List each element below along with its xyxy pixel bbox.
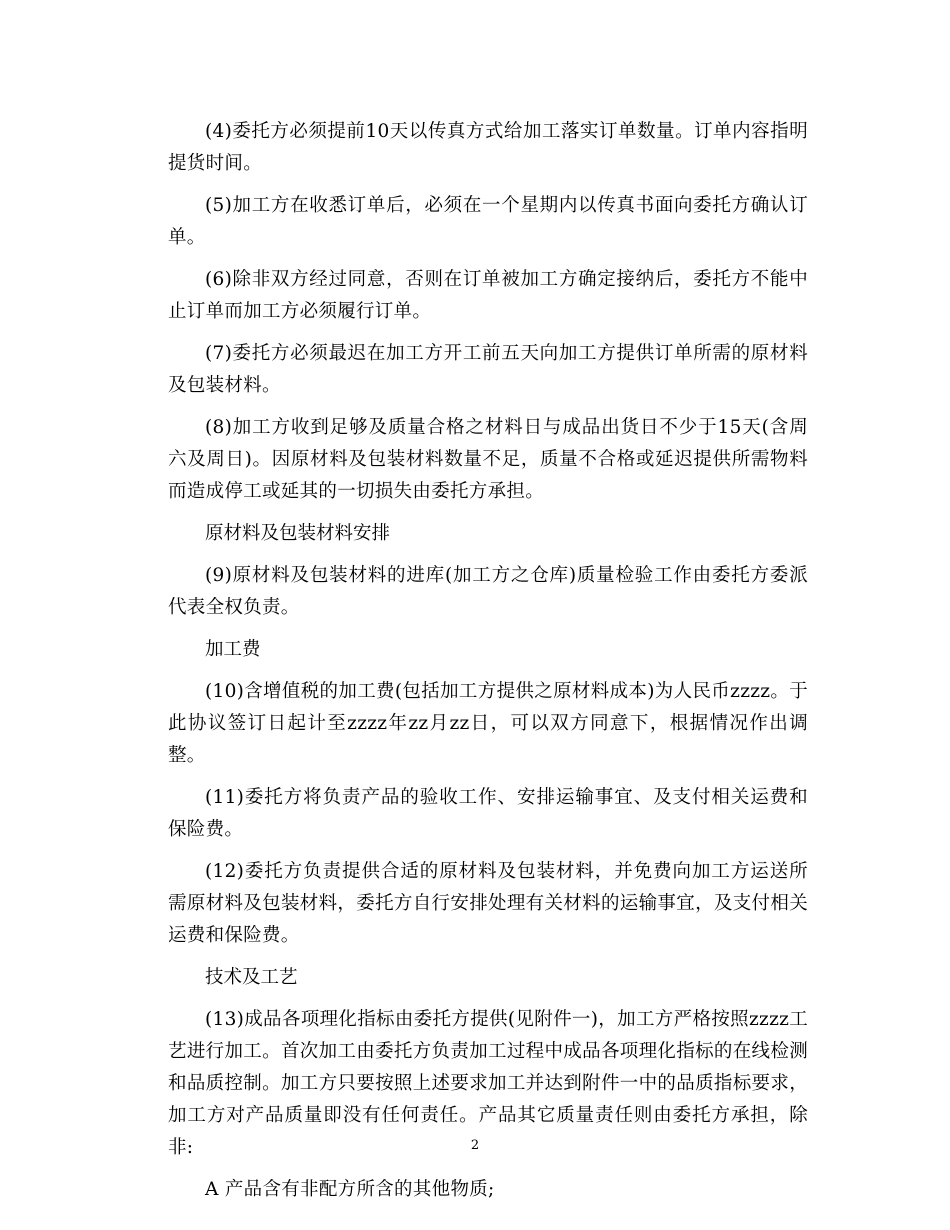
section-heading-materials: 原材料及包装材料安排 (205, 523, 391, 544)
page-number: 2 (470, 1138, 480, 1153)
clause-8: (8)加工方收到足够及质量合格之材料日与成品出货日不少于15天(含周六及周日)。因原材料及包装材料数量不足，质量不合格或延迟提供所需物料而造成停工或延其的一切损失由委托方承担。 (168, 417, 808, 502)
clause-7: (7)委托方必须最迟在加工方开工前五天向加工方提供订单所需的原材料及包装材料。 (168, 343, 808, 396)
document-body (168, 116, 808, 1216)
clause-10: (10)含增值税的加工费(包括加工方提供之原材料成本)为人民币zzzz。于此协议签订日起计至zzzz年zz月zz日，可以双方同意下，根据情况作出调整。 (168, 681, 808, 766)
clause-5: (5)加工方在收悉订单后，必须在一个星期内以传真书面向委托方确认订单。 (168, 195, 808, 248)
clause-13: (13)成品各项理化指标由委托方提供(见附件一)，加工方严格按照zzzz工艺进行加工。首次加工由委托方负责加工过程中成品各项理化指标的在线检测和品质控制。加工方只要按照上述要求加工并达到附件一中的品质指标要求，加工方对产品质量即没有任何责任。产品其它质量责任则由委托方承担，除非: (168, 1009, 808, 1158)
section-heading-technology: 技术及工艺 (205, 967, 298, 988)
section-heading-fees: 加工费 (205, 639, 261, 660)
clause-4: (4)委托方必须提前10天以传真方式给加工落实订单数量。订单内容指明提货时间。 (168, 121, 808, 174)
clause-9: (9)原材料及包装材料的进库(加工方之仓库)质量检验工作由委托方委派代表全权负责。 (168, 565, 808, 618)
clause-13-item-a: A 产品含有非配方所含的其他物质; (205, 1179, 495, 1200)
clause-12: (12)委托方负责提供合适的原材料及包装材料，并免费向加工方运送所需原材料及包装材料，委托方自行安排处理有关材料的运输事宜，及支付相关运费和保险费。 (168, 861, 808, 946)
clause-11: (11)委托方将负责产品的验收工作、安排运输事宜、及支付相关运费和保险费。 (168, 787, 808, 840)
clause-6: (6)除非双方经过同意，否则在订单被加工方确定接纳后，委托方不能中止订单而加工方必须履行订单。 (168, 269, 808, 322)
